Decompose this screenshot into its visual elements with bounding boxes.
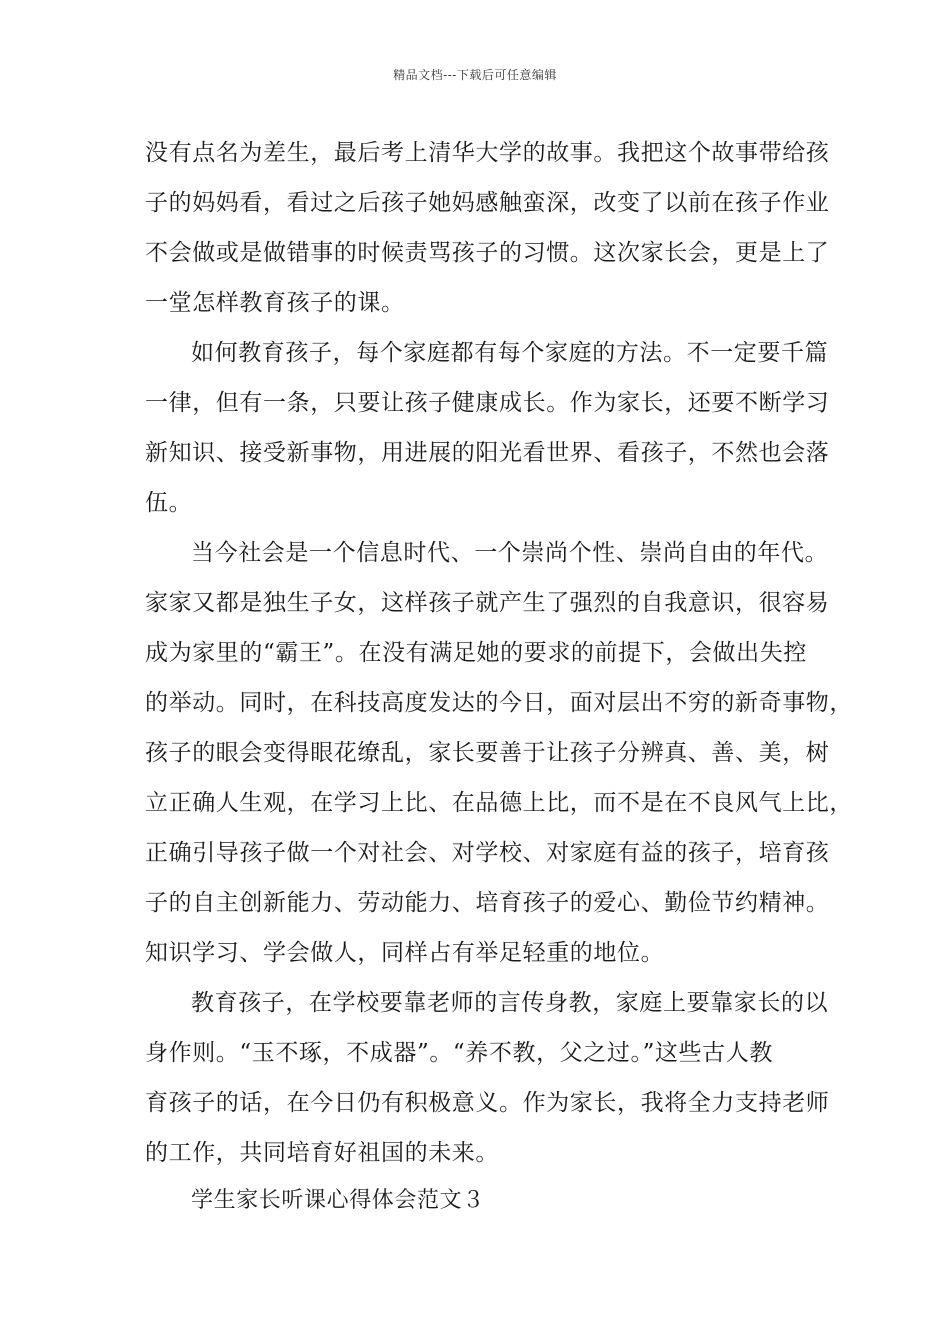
- paragraph-line: 一堂怎样教育孩子的课。: [145, 290, 405, 316]
- paragraph-line: 如何教育孩子，每个家庭都有每个家庭的方法。不一定要千篇: [191, 340, 829, 366]
- paragraph-line: 不会做或是做错事的时候责骂孩子的习惯。这次家长会，更是上了: [145, 240, 830, 266]
- paragraph-line: 子的妈妈看，看过之后孩子她妈感触蛮深，改变了以前在孩子作业: [145, 190, 830, 216]
- page-header: 精品文档---下载后可任意编辑: [393, 68, 557, 82]
- section-title: 学生家长听课心得体会范文３: [191, 1188, 485, 1213]
- paragraph-line: 当今社会是一个信息时代、一个崇尚个性、崇尚自由的年代。: [191, 540, 829, 566]
- paragraph-line: 新知识、接受新事物，用进展的阳光看世界、看孩子，不然也会落: [145, 440, 830, 466]
- paragraph-line: 一律，但有一条，只要让孩子健康成长。作为家长，还要不断学习: [145, 390, 830, 416]
- paragraph-line: 立正确人生观，在学习上比、在品德上比，而不是在不良风气上比，: [145, 790, 853, 816]
- paragraph-line: 孩子的眼会变得眼花缭乱，家长要善于让孩子分辨真、善、美，树: [145, 740, 830, 766]
- paragraph-line: 教育孩子，在学校要靠老师的言传身教，家庭上要靠家长的以: [191, 990, 829, 1016]
- paragraph-line: 育孩子的话，在今日仍有积极意义。作为家长，我将全力支持老师: [145, 1090, 830, 1116]
- paragraph-line: 成为家里的“霸王”。在没有满足她的要求的前提下，会做出失控: [145, 640, 807, 666]
- paragraph: [145, 978, 830, 1178]
- paragraph-line: 的举动。同时，在科技高度发达的今日，面对层出不穷的新奇事物，: [145, 690, 853, 716]
- paragraph-line: 的工作，共同培育好祖国的未来。: [145, 1140, 499, 1166]
- paragraph-line: 子的自主创新能力、劳动能力、培育孩子的爱心、勤俭节约精神。: [145, 890, 830, 916]
- paragraph-line: 正确引导孩子做一个对社会、对学校、对家庭有益的孩子，培育孩: [145, 840, 830, 866]
- paragraph: [145, 128, 830, 328]
- paragraph-line: 伍。: [145, 490, 193, 516]
- paragraph: [145, 528, 853, 978]
- paragraph: [145, 328, 830, 528]
- document-body: [145, 128, 853, 1178]
- paragraph-line: 知识学习、学会做人，同样占有举足轻重的地位。: [145, 940, 665, 966]
- paragraph-line: 没有点名为差生，最后考上清华大学的故事。我把这个故事带给孩: [145, 140, 830, 166]
- paragraph-line: 家家又都是独生子女，这样孩子就产生了强烈的自我意识，很容易: [145, 590, 830, 616]
- paragraph-line: 身作则。“玉不琢，不成器”。“养不教，父之过。”这些古人教: [145, 1040, 773, 1066]
